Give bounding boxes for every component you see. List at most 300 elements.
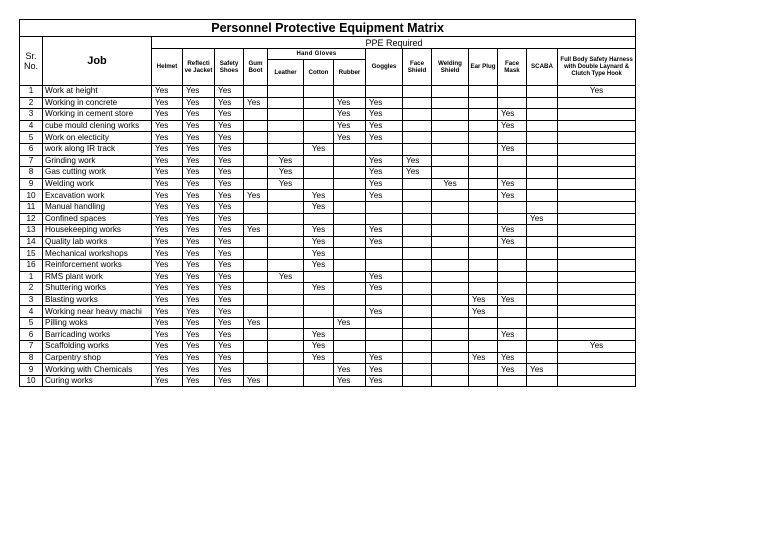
- face-mask-cell: Yes: [498, 109, 527, 121]
- helmet-cell: Yes: [152, 271, 183, 283]
- harness-cell: [558, 317, 636, 329]
- face-shield-cell: [403, 341, 432, 353]
- ear-plug-cell: [469, 236, 498, 248]
- face-mask-cell: Yes: [498, 225, 527, 237]
- face-mask-cell: Yes: [498, 120, 527, 132]
- ear-plug-cell: [469, 341, 498, 353]
- goggles-cell: [366, 143, 403, 155]
- harness-cell: [558, 132, 636, 144]
- gum-boot-cell: [244, 167, 268, 179]
- matrix-body: [20, 86, 636, 387]
- table-row: [20, 294, 636, 306]
- cotton-gloves-cell: Yes: [304, 352, 334, 364]
- harness-cell: [558, 283, 636, 295]
- goggles-cell: Yes: [366, 178, 403, 190]
- goggles-cell: Yes: [366, 352, 403, 364]
- scaba-cell: Yes: [527, 364, 558, 376]
- harness-cell: [558, 155, 636, 167]
- ear-plug-cell: [469, 317, 498, 329]
- scaba-cell: [527, 271, 558, 283]
- face-mask-cell: [498, 317, 527, 329]
- face-mask-cell: [498, 248, 527, 260]
- welding-shield-cell: [432, 283, 469, 295]
- job-cell: Scaffolding works: [43, 341, 152, 353]
- goggles-cell: [366, 341, 403, 353]
- sr-no-cell: 16: [20, 259, 43, 271]
- harness-cell: [558, 167, 636, 179]
- helmet-cell: Yes: [152, 317, 183, 329]
- goggles-cell: [366, 248, 403, 260]
- gum-boot-cell: [244, 155, 268, 167]
- job-cell: Confined spaces: [43, 213, 152, 225]
- sr-no-cell: 6: [20, 143, 43, 155]
- reflective-jacket-cell: Yes: [183, 155, 215, 167]
- welding-shield-cell: [432, 306, 469, 318]
- safety-shoes-cell: Yes: [215, 225, 244, 237]
- gum-boot-cell: [244, 352, 268, 364]
- rubber-gloves-cell: [334, 352, 366, 364]
- goggles-cell: Yes: [366, 190, 403, 202]
- face-mask-cell: [498, 375, 527, 387]
- gum-boot-cell: [244, 178, 268, 190]
- ppe-spacer: [152, 37, 366, 49]
- scaba-cell: [527, 294, 558, 306]
- ear-plug-cell: [469, 167, 498, 179]
- harness-cell: [558, 329, 636, 341]
- cotton-gloves-cell: [304, 317, 334, 329]
- table-row: [20, 225, 636, 237]
- harness-cell: [558, 213, 636, 225]
- harness-cell: [558, 352, 636, 364]
- reflective-jacket-cell: Yes: [183, 317, 215, 329]
- safety-shoes-cell: Yes: [215, 97, 244, 109]
- table-row: [20, 271, 636, 283]
- gum-boot-cell: Yes: [244, 375, 268, 387]
- cotton-gloves-cell: Yes: [304, 248, 334, 260]
- cotton-gloves-cell: [304, 213, 334, 225]
- leather-gloves-cell: [268, 201, 304, 213]
- harness-cell: [558, 225, 636, 237]
- ear-plug-cell: [469, 120, 498, 132]
- face-mask-cell: Yes: [498, 190, 527, 202]
- scaba-cell: [527, 283, 558, 295]
- face-shield-header: Face Shield: [403, 49, 432, 86]
- ppe-matrix-table: [19, 19, 636, 387]
- table-row: [20, 352, 636, 364]
- reflective-jacket-cell: Yes: [183, 294, 215, 306]
- goggles-cell: Yes: [366, 364, 403, 376]
- scaba-cell: [527, 155, 558, 167]
- job-cell: Barricading works: [43, 329, 152, 341]
- cotton-gloves-cell: [304, 167, 334, 179]
- face-mask-cell: [498, 271, 527, 283]
- cotton-gloves-cell: Yes: [304, 259, 334, 271]
- goggles-header: Goggles: [366, 49, 403, 86]
- leather-gloves-cell: [268, 213, 304, 225]
- table-row: [20, 213, 636, 225]
- reflective-jacket-cell: Yes: [183, 341, 215, 353]
- safety-shoes-cell: Yes: [215, 120, 244, 132]
- helmet-cell: Yes: [152, 190, 183, 202]
- safety-shoes-cell: Yes: [215, 109, 244, 121]
- leather-gloves-cell: [268, 120, 304, 132]
- rubber-gloves-cell: [334, 178, 366, 190]
- face-shield-cell: [403, 271, 432, 283]
- sr-no-cell: 15: [20, 248, 43, 260]
- face-shield-cell: [403, 86, 432, 98]
- leather-gloves-cell: [268, 236, 304, 248]
- rubber-gloves-cell: [334, 190, 366, 202]
- table-row: [20, 259, 636, 271]
- table-row: [20, 375, 636, 387]
- scaba-cell: [527, 259, 558, 271]
- reflective-jacket-cell: Yes: [183, 375, 215, 387]
- table-row: [20, 190, 636, 202]
- gum-boot-cell: [244, 364, 268, 376]
- helmet-cell: Yes: [152, 294, 183, 306]
- reflective-jacket-cell: Yes: [183, 190, 215, 202]
- leather-gloves-cell: Yes: [268, 271, 304, 283]
- helmet-cell: Yes: [152, 86, 183, 98]
- face-shield-cell: [403, 201, 432, 213]
- helmet-cell: Yes: [152, 259, 183, 271]
- sr-no-cell: 1: [20, 86, 43, 98]
- cotton-gloves-cell: Yes: [304, 329, 334, 341]
- cotton-gloves-cell: Yes: [304, 341, 334, 353]
- ear-plug-cell: [469, 259, 498, 271]
- cotton-gloves-cell: [304, 294, 334, 306]
- sr-no-cell: 8: [20, 167, 43, 179]
- sr-no-cell: 4: [20, 306, 43, 318]
- ear-plug-cell: [469, 178, 498, 190]
- rubber-gloves-cell: [334, 294, 366, 306]
- job-cell: Gas cutting work: [43, 167, 152, 179]
- welding-shield-cell: [432, 236, 469, 248]
- job-cell: Carpentry shop: [43, 352, 152, 364]
- sr-no-cell: 2: [20, 97, 43, 109]
- goggles-cell: [366, 317, 403, 329]
- gum-boot-cell: Yes: [244, 317, 268, 329]
- reflective-jacket-cell: Yes: [183, 225, 215, 237]
- safety-shoes-cell: Yes: [215, 201, 244, 213]
- sr-no-cell: 5: [20, 317, 43, 329]
- goggles-cell: Yes: [366, 306, 403, 318]
- safety-shoes-cell: Yes: [215, 317, 244, 329]
- reflective-jacket-cell: Yes: [183, 248, 215, 260]
- welding-shield-cell: [432, 248, 469, 260]
- ear-plug-cell: [469, 213, 498, 225]
- gum-boot-header: Gum Boot: [244, 49, 268, 86]
- gum-boot-cell: [244, 248, 268, 260]
- scaba-cell: [527, 248, 558, 260]
- scaba-cell: [527, 97, 558, 109]
- helmet-cell: Yes: [152, 341, 183, 353]
- job-cell: Housekeeping works: [43, 225, 152, 237]
- reflective-jacket-cell: Yes: [183, 364, 215, 376]
- helmet-cell: Yes: [152, 364, 183, 376]
- helmet-cell: Yes: [152, 213, 183, 225]
- harness-cell: [558, 109, 636, 121]
- rubber-gloves-cell: [334, 143, 366, 155]
- harness-cell: [558, 294, 636, 306]
- table-row: [20, 364, 636, 376]
- leather-gloves-cell: [268, 306, 304, 318]
- face-mask-cell: [498, 201, 527, 213]
- job-cell: Working with Chemicals: [43, 364, 152, 376]
- leather-gloves-cell: Yes: [268, 155, 304, 167]
- rubber-gloves-cell: Yes: [334, 132, 366, 144]
- reflective-jacket-cell: Yes: [183, 97, 215, 109]
- scaba-cell: [527, 225, 558, 237]
- welding-shield-header: Welding Shield: [432, 49, 469, 86]
- goggles-cell: Yes: [366, 167, 403, 179]
- sr-no-cell: 14: [20, 236, 43, 248]
- safety-shoes-cell: Yes: [215, 329, 244, 341]
- face-mask-cell: [498, 306, 527, 318]
- rubber-gloves-cell: [334, 271, 366, 283]
- face-shield-cell: [403, 375, 432, 387]
- safety-shoes-header: Safety Shoes: [215, 49, 244, 86]
- harness-cell: [558, 97, 636, 109]
- scaba-header: SCABA: [527, 49, 558, 86]
- face-shield-cell: [403, 259, 432, 271]
- gum-boot-cell: [244, 143, 268, 155]
- leather-gloves-cell: [268, 86, 304, 98]
- gum-boot-cell: [244, 236, 268, 248]
- face-shield-cell: [403, 213, 432, 225]
- safety-shoes-cell: Yes: [215, 167, 244, 179]
- safety-shoes-cell: Yes: [215, 352, 244, 364]
- harness-cell: [558, 236, 636, 248]
- job-cell: Working near heavy machi: [43, 306, 152, 318]
- cotton-gloves-cell: [304, 271, 334, 283]
- rubber-gloves-cell: [334, 155, 366, 167]
- job-cell: Reinforcement works: [43, 259, 152, 271]
- face-shield-cell: [403, 248, 432, 260]
- cotton-gloves-cell: [304, 178, 334, 190]
- safety-shoes-cell: Yes: [215, 213, 244, 225]
- face-mask-cell: [498, 86, 527, 98]
- welding-shield-cell: [432, 143, 469, 155]
- leather-gloves-cell: [268, 109, 304, 121]
- goggles-cell: Yes: [366, 132, 403, 144]
- rubber-gloves-cell: Yes: [334, 109, 366, 121]
- welding-shield-cell: [432, 329, 469, 341]
- sr-no-cell: 1: [20, 271, 43, 283]
- job-cell: Working in cement store: [43, 109, 152, 121]
- rubber-gloves-cell: [334, 213, 366, 225]
- reflective-jacket-cell: Yes: [183, 178, 215, 190]
- scaba-cell: [527, 109, 558, 121]
- rubber-gloves-cell: [334, 306, 366, 318]
- job-cell: Welding work: [43, 178, 152, 190]
- leather-gloves-cell: [268, 283, 304, 295]
- leather-gloves-cell: Yes: [268, 167, 304, 179]
- welding-shield-cell: [432, 86, 469, 98]
- welding-shield-cell: [432, 294, 469, 306]
- welding-shield-cell: [432, 271, 469, 283]
- ppe-required-header: PPE Required: [366, 37, 636, 49]
- rubber-gloves-cell: Yes: [334, 97, 366, 109]
- sr-no-cell: 4: [20, 120, 43, 132]
- cotton-gloves-cell: [304, 375, 334, 387]
- face-shield-cell: [403, 109, 432, 121]
- helmet-cell: Yes: [152, 306, 183, 318]
- table-row: [20, 178, 636, 190]
- ear-plug-cell: [469, 271, 498, 283]
- job-cell: Grinding work: [43, 155, 152, 167]
- leather-gloves-cell: [268, 248, 304, 260]
- face-mask-cell: Yes: [498, 329, 527, 341]
- ear-plug-cell: [469, 329, 498, 341]
- cotton-gloves-cell: [304, 364, 334, 376]
- cotton-gloves-cell: Yes: [304, 236, 334, 248]
- safety-shoes-cell: Yes: [215, 259, 244, 271]
- reflective-jacket-cell: Yes: [183, 120, 215, 132]
- sr-no-cell: 6: [20, 329, 43, 341]
- safety-shoes-cell: Yes: [215, 271, 244, 283]
- rubber-gloves-cell: [334, 341, 366, 353]
- ear-plug-cell: [469, 190, 498, 202]
- safety-shoes-cell: Yes: [215, 86, 244, 98]
- harness-cell: [558, 259, 636, 271]
- safety-shoes-cell: Yes: [215, 190, 244, 202]
- rubber-gloves-cell: [334, 283, 366, 295]
- table-row: [20, 143, 636, 155]
- goggles-cell: Yes: [366, 283, 403, 295]
- ear-plug-cell: Yes: [469, 352, 498, 364]
- table-row: [20, 155, 636, 167]
- reflective-jacket-cell: Yes: [183, 306, 215, 318]
- welding-shield-cell: [432, 317, 469, 329]
- leather-gloves-cell: [268, 352, 304, 364]
- goggles-cell: [366, 213, 403, 225]
- ear-plug-cell: [469, 155, 498, 167]
- leather-gloves-cell: [268, 97, 304, 109]
- scaba-cell: [527, 375, 558, 387]
- leather-header: Leather: [268, 60, 304, 86]
- goggles-cell: [366, 201, 403, 213]
- rubber-gloves-cell: Yes: [334, 364, 366, 376]
- leather-gloves-cell: [268, 329, 304, 341]
- harness-cell: [558, 248, 636, 260]
- rubber-gloves-cell: Yes: [334, 375, 366, 387]
- helmet-cell: Yes: [152, 329, 183, 341]
- gum-boot-cell: [244, 259, 268, 271]
- face-shield-cell: Yes: [403, 155, 432, 167]
- cotton-gloves-cell: Yes: [304, 225, 334, 237]
- scaba-cell: [527, 317, 558, 329]
- cotton-gloves-cell: [304, 155, 334, 167]
- job-cell: Quality lab works: [43, 236, 152, 248]
- welding-shield-cell: [432, 259, 469, 271]
- rubber-gloves-cell: Yes: [334, 120, 366, 132]
- face-shield-cell: [403, 317, 432, 329]
- helmet-cell: Yes: [152, 132, 183, 144]
- goggles-cell: Yes: [366, 225, 403, 237]
- safety-shoes-cell: Yes: [215, 306, 244, 318]
- gum-boot-cell: [244, 283, 268, 295]
- rubber-gloves-cell: [334, 236, 366, 248]
- reflective-jacket-header: Reflecti ve Jacket: [183, 49, 215, 86]
- welding-shield-cell: [432, 97, 469, 109]
- scaba-cell: [527, 201, 558, 213]
- sr-no-cell: 2: [20, 283, 43, 295]
- helmet-cell: Yes: [152, 167, 183, 179]
- welding-shield-cell: Yes: [432, 178, 469, 190]
- gum-boot-cell: [244, 271, 268, 283]
- job-cell: work along IR track: [43, 143, 152, 155]
- reflective-jacket-cell: Yes: [183, 213, 215, 225]
- page-title: Personnel Protective Equipment Matrix: [20, 20, 636, 37]
- reflective-jacket-cell: Yes: [183, 86, 215, 98]
- harness-cell: [558, 364, 636, 376]
- face-shield-cell: [403, 364, 432, 376]
- sr-no-cell: 9: [20, 178, 43, 190]
- table-row: [20, 120, 636, 132]
- reflective-jacket-cell: Yes: [183, 329, 215, 341]
- face-shield-cell: [403, 225, 432, 237]
- safety-shoes-cell: Yes: [215, 283, 244, 295]
- table-row: [20, 201, 636, 213]
- leather-gloves-cell: [268, 317, 304, 329]
- welding-shield-cell: [432, 109, 469, 121]
- safety-shoes-cell: Yes: [215, 132, 244, 144]
- sr-no-cell: 9: [20, 364, 43, 376]
- helmet-cell: Yes: [152, 178, 183, 190]
- gum-boot-cell: [244, 213, 268, 225]
- gum-boot-cell: [244, 201, 268, 213]
- welding-shield-cell: [432, 213, 469, 225]
- welding-shield-cell: [432, 155, 469, 167]
- scaba-cell: [527, 341, 558, 353]
- reflective-jacket-cell: Yes: [183, 201, 215, 213]
- hand-gloves-header: Hand Gloves: [268, 49, 366, 60]
- scaba-cell: [527, 306, 558, 318]
- harness-cell: Yes: [558, 86, 636, 98]
- leather-gloves-cell: Yes: [268, 178, 304, 190]
- face-shield-cell: [403, 283, 432, 295]
- goggles-cell: Yes: [366, 155, 403, 167]
- reflective-jacket-cell: Yes: [183, 109, 215, 121]
- ear-plug-cell: [469, 283, 498, 295]
- sr-no-cell: 10: [20, 190, 43, 202]
- gum-boot-cell: [244, 329, 268, 341]
- goggles-cell: Yes: [366, 236, 403, 248]
- cotton-gloves-cell: [304, 132, 334, 144]
- goggles-cell: Yes: [366, 109, 403, 121]
- table-row: [20, 306, 636, 318]
- helmet-cell: Yes: [152, 375, 183, 387]
- ear-plug-cell: [469, 86, 498, 98]
- sr-no-cell: 10: [20, 375, 43, 387]
- leather-gloves-cell: [268, 364, 304, 376]
- table-row: [20, 132, 636, 144]
- table-row: [20, 248, 636, 260]
- face-mask-header: Face Mask: [498, 49, 527, 86]
- gum-boot-cell: [244, 341, 268, 353]
- sr-no-cell: 3: [20, 294, 43, 306]
- scaba-cell: [527, 190, 558, 202]
- sr-no-cell: 5: [20, 132, 43, 144]
- ear-plug-cell: [469, 132, 498, 144]
- safety-shoes-cell: Yes: [215, 364, 244, 376]
- leather-gloves-cell: [268, 259, 304, 271]
- face-shield-cell: [403, 120, 432, 132]
- face-mask-cell: [498, 283, 527, 295]
- leather-gloves-cell: [268, 132, 304, 144]
- welding-shield-cell: [432, 225, 469, 237]
